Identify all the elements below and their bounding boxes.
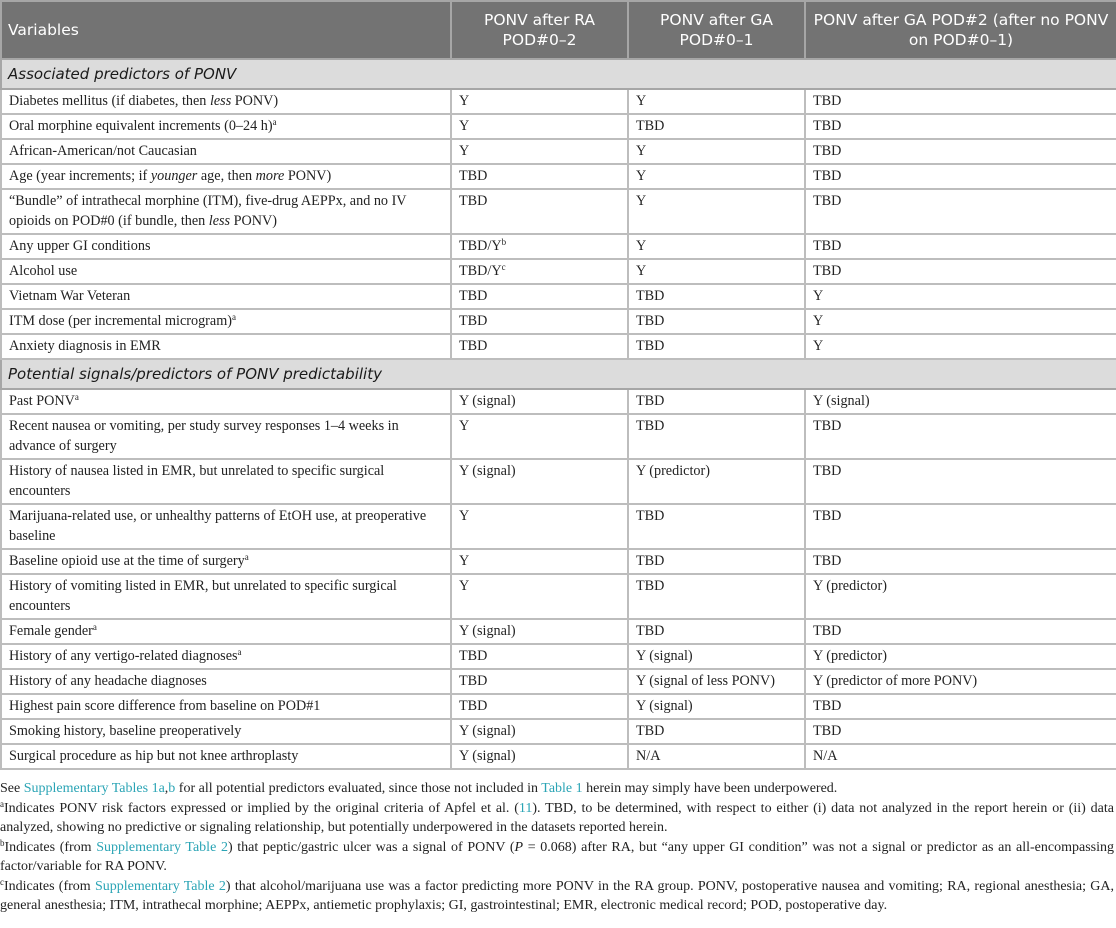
- ga-pod2-cell: TBD: [805, 139, 1116, 164]
- ra-cell: TBD: [451, 164, 628, 189]
- ra-cell: Y (signal): [451, 744, 628, 769]
- table-row: [1, 719, 1116, 744]
- ga-pod2-cell: TBD: [805, 719, 1116, 744]
- ga-cell: TBD: [628, 309, 805, 334]
- ga-cell: Y: [628, 89, 805, 114]
- variable-cell: Smoking history, baseline preoperatively: [1, 719, 451, 744]
- ra-cell: TBD/$Y^c$: [451, 259, 628, 284]
- ga-cell: Y: [628, 259, 805, 284]
- variable-cell: Diabetes mellitus (if diabetes, then less PONV): [1, 89, 451, 114]
- ga-cell: Y: [628, 234, 805, 259]
- table-header-row: [1, 1, 1116, 59]
- ra-cell: Y: [451, 139, 628, 164]
- table-row: [1, 114, 1116, 139]
- ra-cell: Y (signal): [451, 719, 628, 744]
- table-row: [1, 619, 1116, 644]
- table-row: [1, 139, 1116, 164]
- variable-cell: Recent nausea or vomiting, per study survey responses 1–4 weeks in advance of surgery: [1, 414, 451, 459]
- header-variables: Variables: [1, 1, 451, 59]
- ra-cell: TBD: [451, 189, 628, 234]
- reference-11-link[interactable]: 11: [518, 800, 533, 816]
- section-row: [1, 59, 1116, 89]
- ga-pod2-cell: TBD: [805, 504, 1116, 549]
- ga-pod2-cell: Y: [805, 309, 1116, 334]
- footnote-b: $^b$Indicates (from Supplementary Table 2) that peptic/gastric ulcer was a signal of PONV (P = 0.068) after RA, but “any upper GI condition” was not a signal or predictor as an all-encompassing factor/variable for RA PONV.: [0, 837, 1114, 874]
- variable-cell: Baseline opioid use at the time of surgery$^a$: [1, 549, 451, 574]
- variable-cell: History of vomiting listed in EMR, but unrelated to specific surgical encounters: [1, 574, 451, 619]
- variable-cell: Vietnam War Veteran: [1, 284, 451, 309]
- ga-cell: Y (signal): [628, 694, 805, 719]
- ga-pod2-cell: Y (predictor): [805, 574, 1116, 619]
- supplementary-tables-1b-link[interactable]: b: [168, 781, 176, 796]
- ga-cell: TBD: [628, 389, 805, 414]
- footnote-mark: a: [244, 552, 249, 562]
- table-row: [1, 234, 1116, 259]
- ga-cell: TBD: [628, 549, 805, 574]
- ga-cell: Y: [628, 164, 805, 189]
- table-row: [1, 574, 1116, 619]
- ga-pod2-cell: TBD: [805, 114, 1116, 139]
- ga-pod2-cell: TBD: [805, 234, 1116, 259]
- ra-cell: Y: [451, 414, 628, 459]
- ga-cell: TBD: [628, 574, 805, 619]
- ga-cell: N/A: [628, 744, 805, 769]
- ga-cell: Y (predictor): [628, 459, 805, 504]
- ga-cell: TBD: [628, 284, 805, 309]
- ga-cell: TBD: [628, 114, 805, 139]
- ra-cell: Y (signal): [451, 619, 628, 644]
- ra-cell: Y: [451, 89, 628, 114]
- table-footnotes: [0, 770, 1116, 916]
- ga-pod2-cell: N/A: [805, 744, 1116, 769]
- footnote-a: $^a$Indicates PONV risk factors expressed or implied by the original criteria of Apfel et al. (11). TBD, to be determined, with respect to either (i) data not analyzed in the report herein or (ii) data analyzed, showing no predictive or signaling relationship, but potentially underpowered in the datasets reported herein.: [0, 798, 1114, 835]
- variable-cell: “Bundle” of intrathecal morphine (ITM), five-drug AEPPx, and no IV opioids on POD#0 (if bundle, then less PONV): [1, 189, 451, 234]
- table-row: [1, 414, 1116, 459]
- footnote-mark: a: [272, 117, 277, 127]
- table-row: [1, 504, 1116, 549]
- supplementary-table-2-link[interactable]: Supplementary Table 2: [96, 839, 228, 855]
- table-row: [1, 644, 1116, 669]
- ga-pod2-cell: Y (predictor): [805, 644, 1116, 669]
- footnote-mark: a: [92, 622, 97, 632]
- variable-cell: ITM dose (per incremental microgram)$^a$: [1, 309, 451, 334]
- footnote-mark: c: [501, 262, 506, 272]
- ga-cell: TBD: [628, 619, 805, 644]
- ga-cell: Y (signal): [628, 644, 805, 669]
- ra-cell: TBD: [451, 694, 628, 719]
- ga-pod2-cell: TBD: [805, 89, 1116, 114]
- table-row: [1, 284, 1116, 309]
- table-row: [1, 334, 1116, 359]
- ga-pod2-cell: Y: [805, 284, 1116, 309]
- table-row: [1, 164, 1116, 189]
- header-ga-pod2: PONV after GA POD#2 (after no PONV on POD#0–1): [805, 1, 1116, 59]
- section-title: Potential signals/predictors of PONV predictability: [1, 359, 1116, 389]
- ga-cell: TBD: [628, 414, 805, 459]
- variable-cell: Oral morphine equivalent increments (0–24 h)$^a$: [1, 114, 451, 139]
- ra-cell: TBD: [451, 309, 628, 334]
- table-row: [1, 669, 1116, 694]
- table-row: [1, 459, 1116, 504]
- footnote-mark: a: [237, 647, 242, 657]
- variable-cell: Anxiety diagnosis in EMR: [1, 334, 451, 359]
- header-ra: PONV after RA POD#0–2: [451, 1, 628, 59]
- ra-cell: TBD: [451, 644, 628, 669]
- variable-cell: Female gender$^a$: [1, 619, 451, 644]
- variable-cell: Surgical procedure as hip but not knee arthroplasty: [1, 744, 451, 769]
- ga-cell: TBD: [628, 719, 805, 744]
- ra-cell: Y: [451, 574, 628, 619]
- ga-pod2-cell: Y: [805, 334, 1116, 359]
- variable-cell: History of any vertigo-related diagnoses$^a$: [1, 644, 451, 669]
- section-title: Associated predictors of PONV: [1, 59, 1116, 89]
- ra-cell: Y: [451, 549, 628, 574]
- ra-cell: TBD/$Y^b$: [451, 234, 628, 259]
- footnote-mark: b: [501, 237, 507, 247]
- supplementary-table-2-link[interactable]: Supplementary Table 2: [94, 878, 226, 894]
- variable-cell: Highest pain score difference from baseline on POD#1: [1, 694, 451, 719]
- variable-cell: History of nausea listed in EMR, but unrelated to specific surgical encounters: [1, 459, 451, 504]
- ga-pod2-cell: TBD: [805, 414, 1116, 459]
- ga-pod2-cell: Y (predictor of more PONV): [805, 669, 1116, 694]
- ra-cell: TBD: [451, 669, 628, 694]
- variable-cell: Alcohol use: [1, 259, 451, 284]
- ga-pod2-cell: TBD: [805, 164, 1116, 189]
- section-row: [1, 359, 1116, 389]
- ga-cell: Y (signal of less PONV): [628, 669, 805, 694]
- ra-cell: TBD: [451, 284, 628, 309]
- footnote-see: See Supplementary Tables 1a,b for all potential predictors evaluated, since those not included in Table 1 herein may simply have been underpowered.: [0, 781, 838, 796]
- variable-cell: African-American/not Caucasian: [1, 139, 451, 164]
- variable-cell: Any upper GI conditions: [1, 234, 451, 259]
- variable-cell: History of any headache diagnoses: [1, 669, 451, 694]
- table-row: [1, 694, 1116, 719]
- ra-cell: TBD: [451, 334, 628, 359]
- table-row: [1, 259, 1116, 284]
- footnote-c: $^c$Indicates (from Supplementary Table 2) that alcohol/marijuana use was a factor predicting more PONV in the RA group. PONV, postoperative nausea and vomiting; RA, regional anesthesia; GA, general anesthesia; ITM, intrathecal morphine; AEPPx, antiemetic prophylaxis; GI, gastrointestinal; EMR, electronic medical record; POD, postoperative day.: [0, 876, 1114, 913]
- ga-cell: Y: [628, 139, 805, 164]
- ga-cell: Y: [628, 189, 805, 234]
- table-1-link[interactable]: Table 1: [541, 781, 583, 796]
- ga-cell: TBD: [628, 334, 805, 359]
- variable-cell: Age (year increments; if younger age, then more PONV): [1, 164, 451, 189]
- ga-pod2-cell: TBD: [805, 259, 1116, 284]
- ra-cell: Y (signal): [451, 389, 628, 414]
- table-row: [1, 309, 1116, 334]
- ga-pod2-cell: TBD: [805, 619, 1116, 644]
- table-row: [1, 744, 1116, 769]
- ra-cell: Y: [451, 504, 628, 549]
- table-row: [1, 389, 1116, 414]
- ga-pod2-cell: TBD: [805, 549, 1116, 574]
- variable-cell: Marijuana-related use, or unhealthy patterns of EtOH use, at preoperative baseline: [1, 504, 451, 549]
- footnote-mark: a: [231, 312, 236, 322]
- ra-cell: Y (signal): [451, 459, 628, 504]
- ga-pod2-cell: Y (signal): [805, 389, 1116, 414]
- table-row: [1, 549, 1116, 574]
- footnote-mark: a: [74, 392, 79, 402]
- ra-cell: Y: [451, 114, 628, 139]
- ga-pod2-cell: TBD: [805, 694, 1116, 719]
- header-ga: PONV after GA POD#0–1: [628, 1, 805, 59]
- ga-pod2-cell: TBD: [805, 459, 1116, 504]
- ga-cell: TBD: [628, 504, 805, 549]
- table-row: [1, 189, 1116, 234]
- supplementary-tables-1a-link[interactable]: Supplementary Tables 1a: [23, 781, 165, 796]
- variable-cell: Past PONV$^a$: [1, 389, 451, 414]
- ga-pod2-cell: TBD: [805, 189, 1116, 234]
- table-row: [1, 89, 1116, 114]
